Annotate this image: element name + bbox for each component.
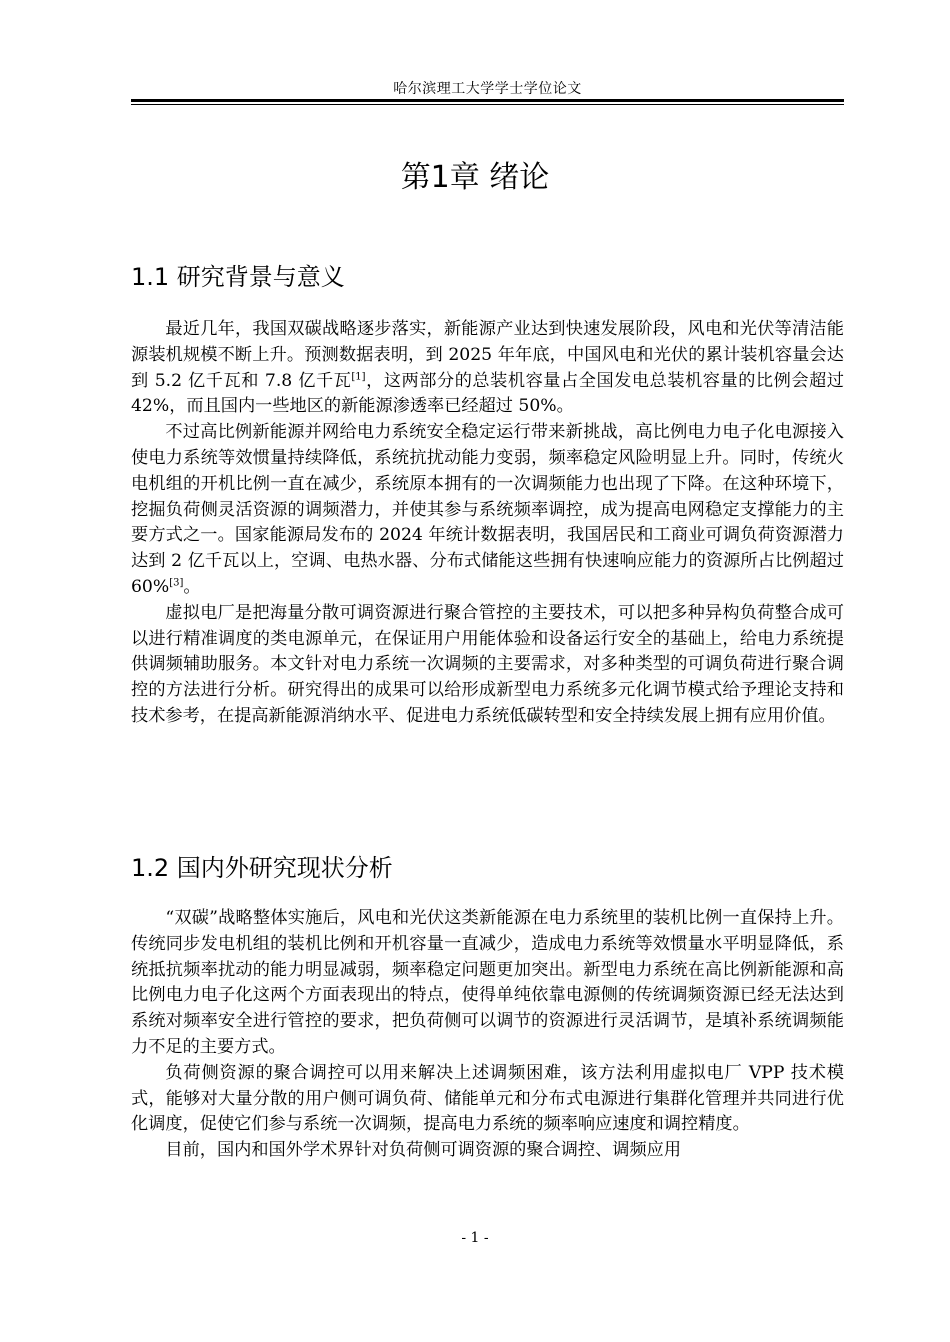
header-rule-thick	[131, 99, 844, 102]
section-heading-1-1: 1.1 研究背景与意义	[131, 263, 345, 291]
paragraph: 目前，国内和国外学术界针对负荷侧可调资源的聚合调控、调频应用	[165, 1140, 682, 1161]
chapter-title: 第1章 绪论	[400, 160, 550, 195]
paragraph: “双碳”战略整体实施后，风电和光伏这类新能源在电力系统里的装机比例一直保持上升。传统同步发电机组的装机比例和开机容量一直减少，造成电力系统等效惯量水平明显降低，系统抵抗频率扰动的能力明显减弱，频率稳定问题更加突出。新型电力系统在高比例新能源和高比例电力电子化这两个方面表现出的特点，使得单纯依靠电源侧的传统调频资源已经无法达到系统对频率安全进行管控的要求，把负荷侧可以调节的资源进行灵活调节，是填补系统调频能力不足的主要方式。	[131, 908, 844, 1057]
header-rule-thin	[131, 104, 844, 105]
citation: [1]	[351, 370, 366, 382]
section-heading-1-2: 1.2 国内外研究现状分析	[131, 854, 393, 882]
paragraph: 最近几年，我国双碳战略逐步落实，新能源产业达到快速发展阶段，风电和光伏等清洁能源装机规模不断上升。预测数据表明，到 2025 年年底，中国风电和光伏的累计装机容量会达到 5.2 亿千瓦和 7.8 亿千瓦[1]，这两部分的总装机容量占全国发电总装机容量的比例会超过 42%，而且国内一些地区的新能源渗透率已经超过 50%。	[131, 319, 844, 417]
section-1-1-body	[131, 317, 844, 730]
section-1-2-body	[131, 906, 844, 1164]
paragraph: 负荷侧资源的聚合调控可以用来解决上述调频困难，该方法利用虚拟电厂 VPP 技术模式，能够对大量分散的用户侧可调负荷、储能单元和分布式电源进行集群化管理并共同进行优化调度，促使它们参与系统一次调频，提高电力系统的频率响应速度和调控精度。	[131, 1062, 844, 1135]
page-number: - 1 -	[461, 1230, 489, 1246]
paragraph: 虚拟电厂是把海量分散可调资源进行聚合管控的主要技术，可以把多种异构负荷整合成可以进行精准调度的类电源单元，在保证用户用能体验和设备运行安全的基础上，给电力系统提供调频辅助服务。本文针对电力系统一次调频的主要需求，对多种类型的可调负荷进行聚合调控的方法进行分析。研究得出的成果可以给形成新型电力系统多元化调节模式给予理论支持和技术参考，在提高新能源消纳水平、促进电力系统低碳转型和安全持续发展上拥有应用价值。	[131, 602, 844, 726]
running-header: 哈尔滨理工大学学士学位论文	[393, 81, 582, 97]
citation: [3]	[169, 577, 184, 589]
paragraph: 不过高比例新能源并网给电力系统安全稳定运行带来新挑战，高比例电力电子化电源接入使电力系统等效惯量持续降低，系统抗扰动能力变弱，频率稳定风险明显上升。同时，传统火电机组的开机比例一直在减少，系统原本拥有的一次调频能力也出现了下降。在这种环境下，挖掘负荷侧灵活资源的调频潜力，并使其参与系统频率调控，成为提高电网稳定支撑能力的主要方式之一。国家能源局发布的 2024 年统计数据表明，我国居民和工商业可调负荷资源潜力达到 2 亿千瓦以上，空调、电热水器、分布式储能这些拥有快速响应能力的资源所占比例超过 60%[3]。	[131, 422, 844, 597]
